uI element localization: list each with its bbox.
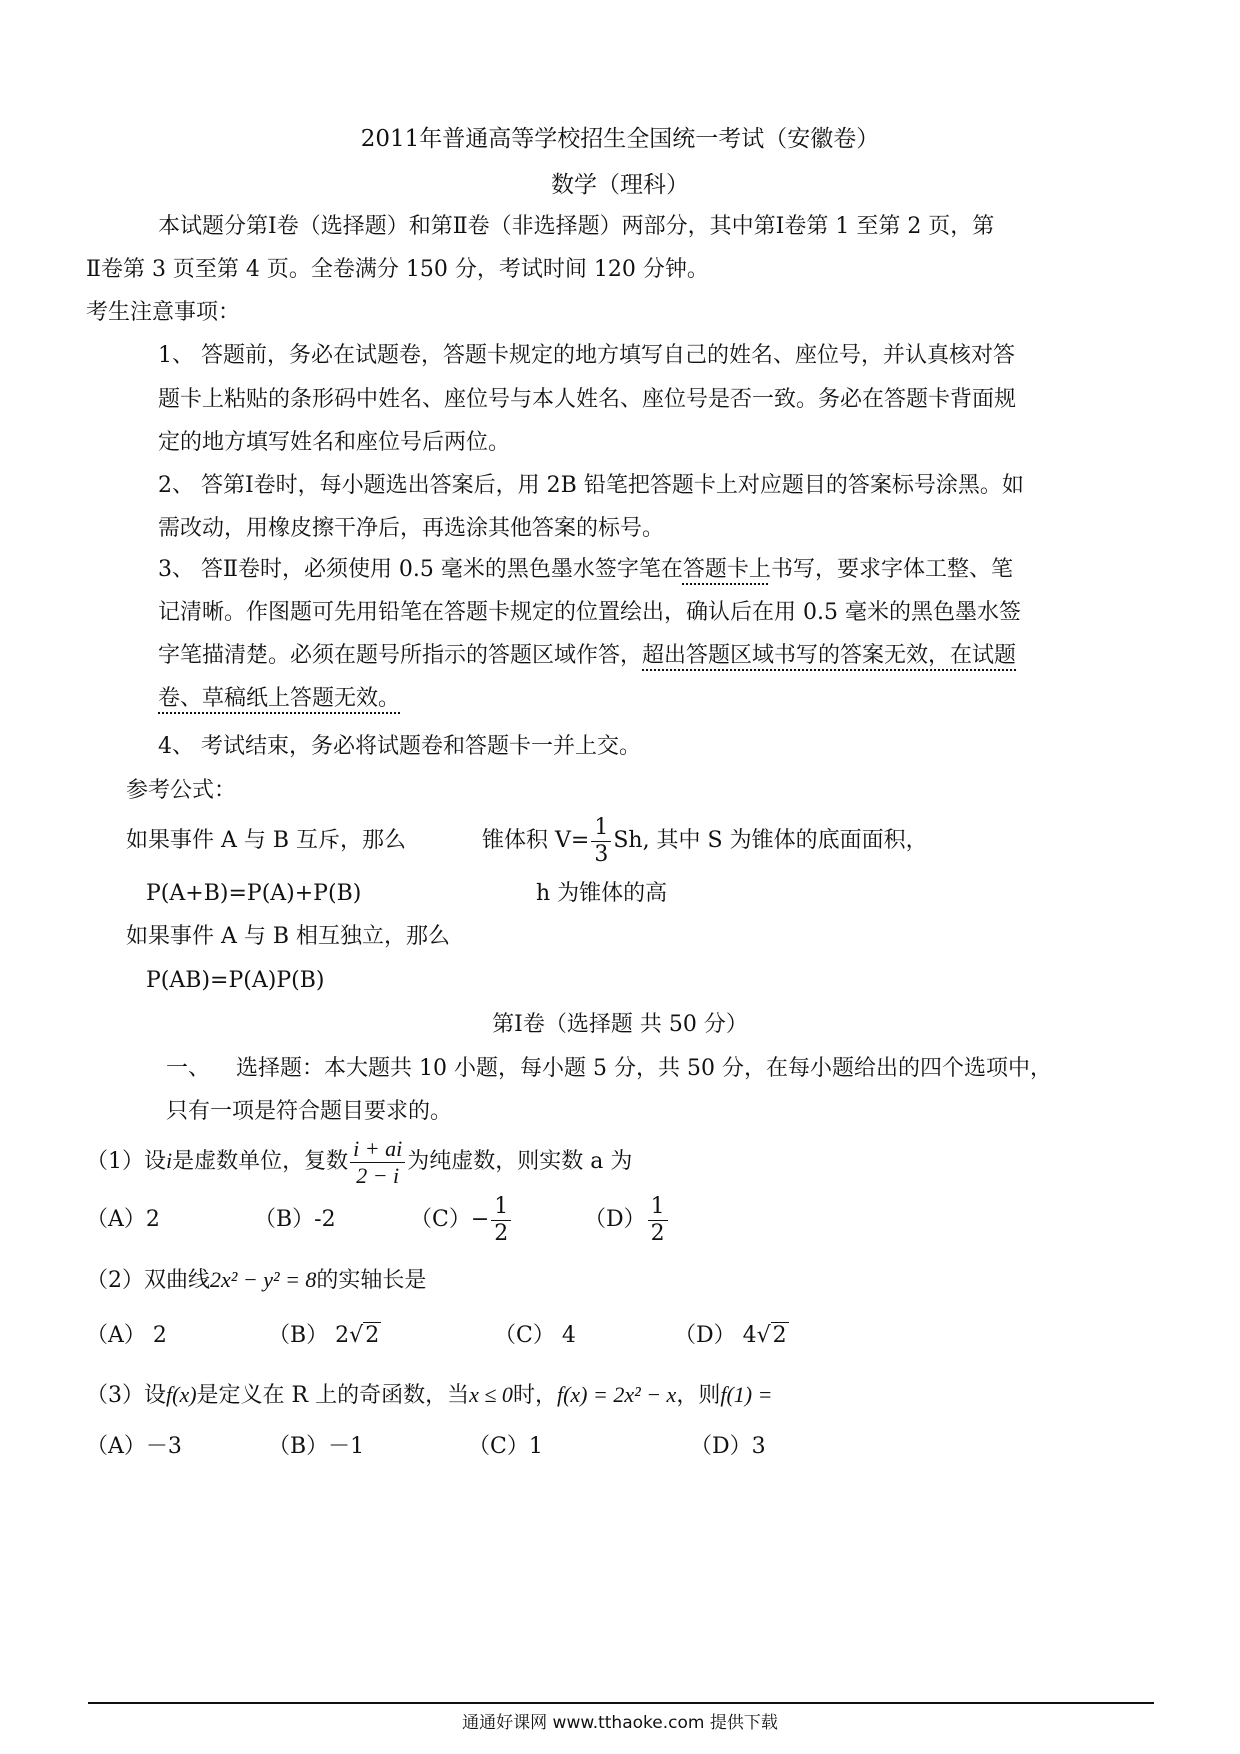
notice-item-3-part-a: 3、 答Ⅱ卷时，必须使用 0.5 毫米的黑色墨水签字笔在 (158, 557, 683, 582)
notice-item-3-emphasis-b: 超出答题区域书写的答案无效，在试题 (642, 643, 1017, 668)
q2-option-d (674, 1321, 789, 1351)
cone-fraction-numerator: 1 (591, 815, 611, 842)
q2-prefix: （2）双曲线 (86, 1268, 210, 1293)
section-instruction-line-2: 只有一项是符合题目要求的。 (166, 1099, 453, 1124)
notice-item-2-line-1: 2、 答第Ⅰ卷时，每小题选出答案后，用 2B 铅笔把答题卡上对应题目的答案标号涂黑。如 (158, 473, 1024, 498)
q3-middle-3: ，则 (676, 1383, 721, 1408)
exam-subtitle: 数学（理科） (551, 172, 689, 198)
q1-option-c (410, 1192, 513, 1248)
q2-option-b-label: （B） 2 (268, 1323, 350, 1348)
q1-option-c-numerator: 1 (491, 1194, 511, 1221)
q1-fraction (350, 1136, 405, 1189)
formula-product-rule: P(AB)=P(A)P(B) (146, 968, 325, 993)
q2-suffix: 的实轴长是 (316, 1268, 427, 1293)
q2-option-b (268, 1321, 381, 1351)
q1-option-d-denominator: 2 (650, 1220, 665, 1246)
q2-option-d-label: （D） 4 (674, 1323, 757, 1348)
q1-fraction-denominator: 2 − i (356, 1162, 400, 1188)
notice-item-4: 4、 考试结束，务必将试题卷和答题卡一并上交。 (158, 734, 641, 759)
q1-option-d-label: （D） (584, 1207, 646, 1232)
footer-text: 通通好课网 www.tthaoke.com 提供下载 (462, 1713, 778, 1733)
question-3 (86, 1380, 772, 1411)
notice-item-1-line-2: 题卡上粘贴的条形码中姓名、座位号与本人姓名、座位号是否一致。务必在答题卡背面规 (158, 387, 1017, 412)
q2-option-a: （A） 2 (86, 1323, 167, 1348)
cone-volume-desc: Sh, 其中 S 为锥体的底面面积， (613, 828, 928, 853)
formula-cone-volume (482, 813, 928, 869)
notice-item-1-line-1: 1、 答题前，务必在试题卷，答题卡规定的地方填写自己的姓名、座位号，并认真核对答 (158, 343, 1015, 368)
notice-item-3-line-3 (158, 641, 1016, 671)
formula-independent: 如果事件 A 与 B 相互独立，那么 (126, 924, 451, 949)
notice-heading: 考生注意事项： (86, 300, 241, 325)
q2-option-b-radicand: 2 (365, 1323, 380, 1348)
q1-option-c-denominator: 2 (494, 1220, 509, 1246)
notice-item-3-line-3-a: 字笔描清楚。必须在题号所指示的答题区域作答， (158, 643, 643, 668)
q1-option-c-fraction (491, 1194, 511, 1247)
q3-option-b: （B）－1 (268, 1434, 365, 1459)
formula-mutually-exclusive: 如果事件 A 与 B 互斥，那么 (126, 828, 407, 853)
q1-option-d-numerator: 1 (648, 1194, 668, 1221)
q1-option-a: （A）2 (86, 1207, 160, 1232)
question-2 (86, 1265, 426, 1296)
q3-condition: x ≤ 0 (469, 1382, 513, 1407)
exam-title: 2011年普通高等学校招生全国统一考试（安徽卷） (360, 126, 880, 152)
notice-item-3-line-2: 记清晰。作图题可先用铅笔在答题卡规定的位置绘出，确认后在用 0.5 毫米的黑色墨水签 (158, 600, 1021, 625)
q1-middle: 是虚数单位，复数 (172, 1149, 349, 1174)
q1-imaginary-unit: i (166, 1148, 173, 1173)
notice-item-3-line-1 (158, 555, 1013, 585)
q3-middle-2: 时， (512, 1383, 557, 1408)
notice-item-3-emphasis-c: 卷、草稿纸上答题无效。 (158, 686, 401, 711)
q1-option-b: （B）-2 (254, 1207, 336, 1232)
q3-option-d: （D）3 (690, 1434, 766, 1459)
q2-option-d-sqrt: √2 (756, 1323, 787, 1348)
formula-cone-height: h 为锥体的高 (536, 881, 668, 906)
cone-volume-label: 锥体积 V= (482, 828, 590, 853)
section-title: 第Ⅰ卷（选择题 共 50 分） (492, 1012, 748, 1037)
q2-equation: 2x² − y² = 8 (210, 1267, 317, 1292)
intro-line-2: Ⅱ卷第 3 页至第 4 页。全卷满分 150 分，考试时间 120 分钟。 (86, 257, 709, 282)
q3-option-a: （A）－3 (86, 1434, 182, 1459)
section-instruction-line-1: 选择题：本大题共 10 小题，每小题 5 分，共 50 分，在每小题给出的四个选项中， (236, 1056, 1052, 1081)
q3-function: f(x) (166, 1382, 197, 1407)
q3-option-c: （C）1 (468, 1434, 543, 1459)
cone-fraction (591, 815, 611, 868)
q1-option-d-fraction (648, 1194, 668, 1247)
q2-option-c: （C） 4 (494, 1323, 576, 1348)
q2-option-b-sqrt: √2 (349, 1323, 380, 1348)
section-instruction-number: 一、 (166, 1056, 211, 1081)
intro-line-1: 本试题分第Ⅰ卷（选择题）和第Ⅱ卷（非选择题）两部分，其中第Ⅰ卷第 1 至第 2 页，第 (158, 214, 995, 239)
q1-prefix: （1）设 (86, 1149, 166, 1174)
q3-prefix: （3）设 (86, 1383, 166, 1408)
notice-item-3-emphasis-a: 答题卡上 (682, 557, 771, 582)
q2-option-d-radicand: 2 (772, 1323, 787, 1348)
footer-divider (88, 1702, 1154, 1704)
notice-item-3-part-c: 书写，要求字体工整、笔 (770, 557, 1013, 582)
q3-equation: f(x) = 2x² − x (556, 1382, 677, 1407)
q1-suffix: 为纯虚数，则实数 a 为 (407, 1149, 633, 1174)
formulas-heading: 参考公式： (126, 778, 237, 803)
notice-item-2-line-2: 需改动，用橡皮擦干净后，再选涂其他答案的标号。 (158, 516, 665, 541)
q1-option-c-label: （C） (410, 1207, 471, 1232)
q3-middle: 是定义在 R 上的奇函数，当 (196, 1383, 470, 1408)
formula-sum-rule: P(A+B)=P(A)+P(B) (146, 881, 362, 906)
cone-fraction-denominator: 3 (594, 841, 609, 867)
question-1 (86, 1133, 632, 1190)
notice-item-3-line-4 (158, 684, 400, 714)
q3-target: f(1) = (720, 1382, 773, 1407)
q1-option-d (584, 1192, 670, 1248)
q1-fraction-numerator: i + ai (350, 1136, 405, 1163)
q1-option-c-sign: − (470, 1207, 490, 1232)
notice-item-1-line-3: 定的地方填写姓名和座位号后两位。 (158, 430, 511, 455)
